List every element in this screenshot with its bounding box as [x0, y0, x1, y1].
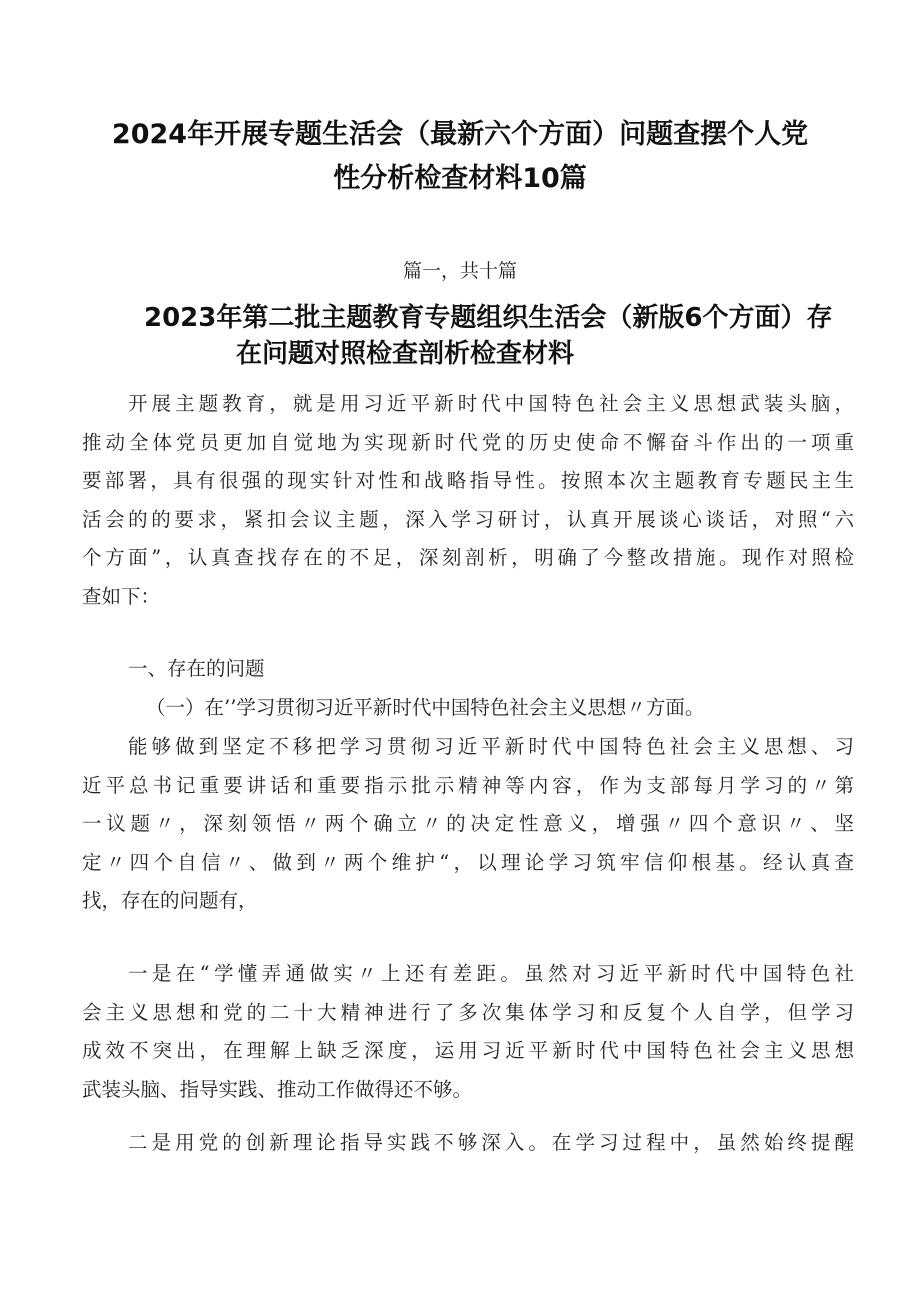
section-heading	[82, 650, 854, 689]
section-heading-text: 一、存在的问题	[128, 657, 265, 680]
paragraph-line: 二是用党的创新理论指导实践不够深入。在学习过程中，虽然始终提醒	[128, 1131, 854, 1154]
intro-paragraph	[82, 385, 854, 617]
paragraph-line: 成效不突出，在理解上缺乏深度，运用习近平新时代中国特色社会主义思想	[82, 1039, 854, 1063]
document-title-line: 2024年开展专题生活会（最新六个方面）问题查摆个人党	[111, 119, 809, 150]
article-title-line: 2023年第二批主题教育专题组织生活会（新版6个方面）存	[144, 303, 833, 333]
sub-heading	[82, 689, 854, 728]
paragraph-line: 近平总书记重要讲话和重要指示批示精神等内容，作为支部每月学习的〃第	[82, 773, 854, 797]
article-title-line: 在问题对照检查剖析检查材料	[236, 339, 575, 369]
paragraph-line: 武装头脑、指导实践、推动工作做得还不够。	[82, 1077, 473, 1101]
paragraph-problem-two	[82, 1124, 854, 1163]
paragraph-line: 找，存在的问题有，	[82, 889, 258, 913]
document-title	[60, 113, 860, 201]
paragraph-line: 推动全体党员更加自觉地为实现新时代党的历史使命不懈奋斗作出的一项重	[82, 430, 854, 454]
paragraph-line: 能够做到坚定不移把学习贯彻习近平新时代中国特色社会主义思想、习	[128, 735, 854, 758]
paragraph-problem-one	[82, 955, 854, 1109]
sub-heading-text: （一）在’’学习贯彻习近平新时代中国特色社会主义思想〃方面。	[146, 696, 705, 719]
paragraph-line: 一议题〃，深刻领悟〃两个确立〃的决定性意义，增强〃四个意识〃、坚	[82, 812, 854, 836]
paragraph-learning	[82, 728, 854, 921]
paragraph-line: 开展主题教育，就是用习近平新时代中国特色社会主义思想武装头脑，	[128, 392, 854, 415]
paragraph-line: 一是在“学懂弄通做实〃上还有差距。虽然对习近平新时代中国特色社	[128, 962, 854, 985]
paragraph-line: 要部署，具有很强的现实针对性和战略指导性。按照本次主题教育专题民主生	[82, 469, 854, 493]
paragraph-line: 定〃四个自信〃、做到〃两个维护“，以理论学习筑牢信仰根基。经认真查	[82, 850, 854, 874]
article-title	[60, 300, 880, 372]
paragraph-line: 查如下：	[82, 584, 161, 608]
paragraph-line: 会主义思想和党的二十大精神进行了多次集体学习和反复个人自学，但学习	[82, 1000, 854, 1024]
paragraph-line: 活会的的要求，紧扣会议主题，深入学习研讨，认真开展谈心谈话，对照“六	[82, 507, 854, 531]
document-title-line: 性分析检查材料10篇	[333, 163, 587, 194]
paragraph-line: 个方面”，认真查找存在的不足，深刻剖析，明确了今整改措施。现作对照检	[82, 546, 854, 570]
chapter-label: 篇一，共十篇	[402, 260, 517, 282]
